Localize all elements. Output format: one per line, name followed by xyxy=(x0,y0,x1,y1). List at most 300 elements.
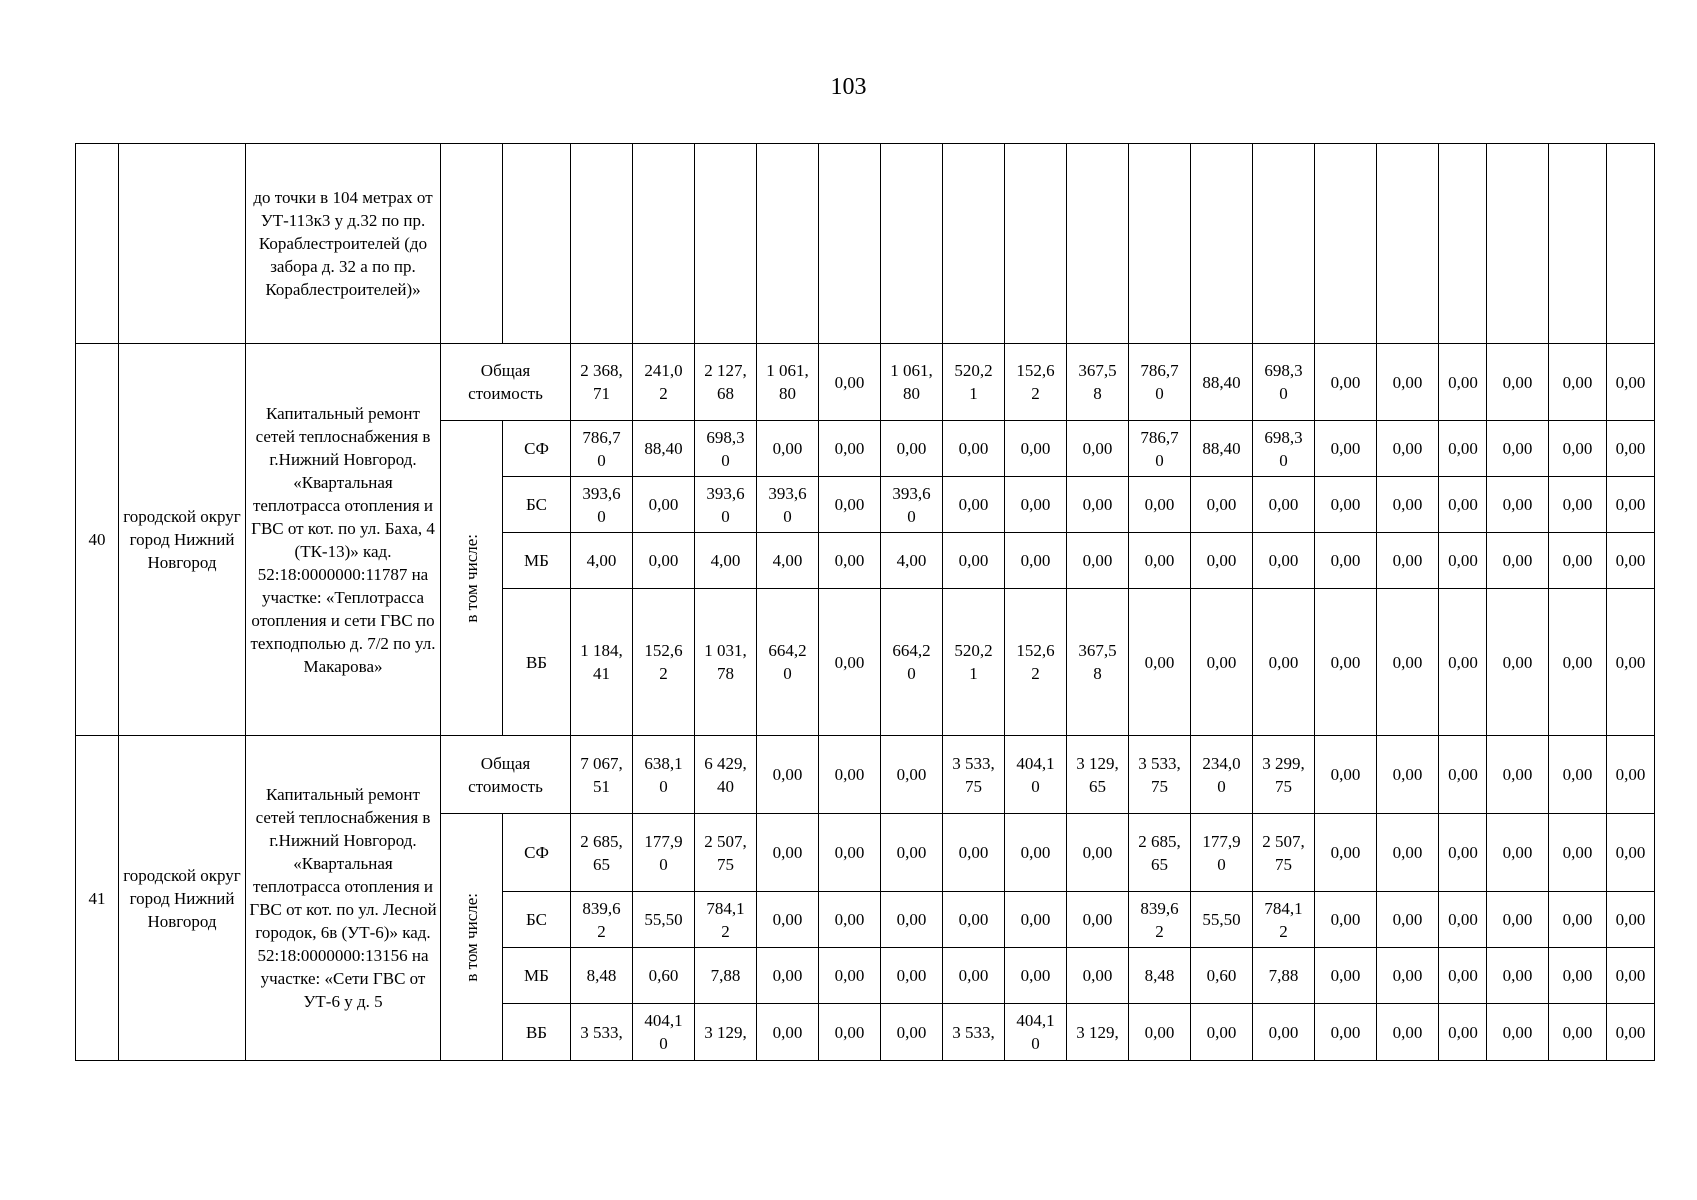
value-text: 0,00 xyxy=(834,495,865,514)
total-cost-label: Общая стоимость xyxy=(441,736,571,814)
row-number-cell xyxy=(76,144,119,344)
value-cell xyxy=(1377,589,1439,736)
value-cell xyxy=(1067,892,1129,948)
value-cell xyxy=(571,477,633,533)
value-cell xyxy=(1253,814,1315,892)
value-text: 0,00 xyxy=(1144,652,1175,672)
value-cell xyxy=(1067,344,1129,421)
value-cell xyxy=(695,736,757,814)
value-cell xyxy=(943,477,1005,533)
value-text: 0,00 xyxy=(958,495,989,514)
value-cell xyxy=(1439,814,1487,892)
value-cell xyxy=(1549,736,1607,814)
value-text: 0,00 xyxy=(1206,551,1237,570)
project-description: Капитальный ремонт сетей теплоснабжения в г.Нижний Новгород. «Квартальная теплотрасса отопления и ГВС от кот. по ул. Лесной городок, 6в (УТ-6)» кад. 52:18:0000000:13156 на участке: «Сети ГВС от УТ-6 у д. 5 xyxy=(246,736,441,1061)
value-cell xyxy=(1129,589,1191,736)
value-cell xyxy=(1607,144,1655,344)
value-text: 0,00 xyxy=(1502,439,1533,458)
value-text: 3 129, xyxy=(704,1022,747,1042)
value-text: 0,00 xyxy=(896,843,927,862)
value-text: 0,00 xyxy=(1448,372,1478,392)
value-text: 393,60 xyxy=(892,483,931,526)
value-text: 0,00 xyxy=(1502,843,1533,862)
value-text: 0,00 xyxy=(1615,966,1646,985)
value-cell xyxy=(1377,892,1439,948)
value-cell xyxy=(1067,477,1129,533)
value-cell xyxy=(1191,948,1253,1004)
value-cell xyxy=(1253,892,1315,948)
value-cell xyxy=(1315,814,1377,892)
value-text: 0,00 xyxy=(1448,1022,1478,1042)
value-text: 664,20 xyxy=(892,641,931,683)
row-number: 40 xyxy=(76,344,119,736)
value-text: 1 184,41 xyxy=(580,641,623,683)
page-number: 103 xyxy=(830,74,867,100)
value-cell xyxy=(757,477,819,533)
value-text: 234,00 xyxy=(1202,753,1241,796)
value-cell xyxy=(757,421,819,477)
value-cell xyxy=(1487,948,1549,1004)
value-cell xyxy=(943,892,1005,948)
municipality-name: городской округ город Нижний Новгород xyxy=(119,736,246,1061)
value-cell xyxy=(1607,589,1655,736)
municipality-cell xyxy=(119,144,246,344)
value-text: 152,62 xyxy=(1016,361,1055,403)
value-text: 784,12 xyxy=(1264,898,1303,941)
value-text: 2 685,65 xyxy=(580,831,623,874)
value-cell xyxy=(1487,589,1549,736)
value-cell xyxy=(819,589,881,736)
value-text: 0,00 xyxy=(1448,551,1478,570)
value-cell xyxy=(1315,948,1377,1004)
value-cell xyxy=(1067,421,1129,477)
table-row-continuation xyxy=(76,144,1697,344)
value-cell xyxy=(1191,814,1253,892)
value-cell xyxy=(1129,892,1191,948)
value-cell xyxy=(757,589,819,736)
value-cell xyxy=(819,533,881,589)
value-cell xyxy=(943,344,1005,421)
value-cell xyxy=(571,533,633,589)
value-text: 0,00 xyxy=(1082,910,1113,929)
value-cell xyxy=(1315,1004,1377,1061)
value-text: 0,00 xyxy=(1330,843,1361,862)
value-cell xyxy=(819,892,881,948)
value-cell xyxy=(1549,1004,1607,1061)
value-text: 0,00 xyxy=(1562,765,1593,784)
value-cell xyxy=(819,736,881,814)
value-text: 3 533, xyxy=(952,1022,995,1042)
value-cell xyxy=(1129,477,1191,533)
value-cell xyxy=(1191,421,1253,477)
value-cell xyxy=(1315,589,1377,736)
value-text: 3 533, xyxy=(580,1022,623,1042)
value-cell xyxy=(757,736,819,814)
value-cell xyxy=(1129,533,1191,589)
value-text: 0,00 xyxy=(1448,495,1478,514)
value-cell xyxy=(1607,477,1655,533)
source-cell xyxy=(503,144,571,344)
value-text: 393,60 xyxy=(768,483,807,526)
value-cell xyxy=(1191,477,1253,533)
value-text: 0,00 xyxy=(1206,652,1237,672)
value-text: 3 129, xyxy=(1076,1022,1119,1042)
value-cell xyxy=(881,892,943,948)
value-text: 0,00 xyxy=(1562,652,1593,672)
value-text: 0,00 xyxy=(1206,495,1237,514)
value-text: 638,10 xyxy=(644,753,683,796)
value-cell xyxy=(943,589,1005,736)
value-text: 0,00 xyxy=(1082,439,1113,458)
value-cell xyxy=(1377,736,1439,814)
value-text: 664,20 xyxy=(768,641,807,683)
value-cell xyxy=(1607,948,1655,1004)
value-text: 0,00 xyxy=(1502,495,1533,514)
value-cell xyxy=(633,421,695,477)
value-text: 0,00 xyxy=(648,551,679,570)
value-cell xyxy=(1439,533,1487,589)
value-text: 88,40 xyxy=(644,439,683,458)
value-text: 0,00 xyxy=(1020,439,1051,458)
value-text: 0,00 xyxy=(772,966,803,985)
value-text: 0,00 xyxy=(1020,966,1051,985)
value-text: 0,00 xyxy=(772,1022,803,1042)
value-cell xyxy=(1439,736,1487,814)
value-text: 0,00 xyxy=(1330,765,1361,784)
value-cell xyxy=(943,948,1005,1004)
value-cell xyxy=(1315,892,1377,948)
funding-source: МБ xyxy=(503,533,571,589)
value-cell xyxy=(1191,344,1253,421)
value-cell xyxy=(1487,144,1549,344)
value-cell xyxy=(1439,421,1487,477)
value-cell xyxy=(1253,144,1315,344)
value-cell xyxy=(943,1004,1005,1061)
value-cell xyxy=(571,736,633,814)
value-cell xyxy=(1191,1004,1253,1061)
value-cell xyxy=(1439,948,1487,1004)
value-text: 404,10 xyxy=(1016,1011,1055,1053)
value-cell xyxy=(1487,736,1549,814)
value-text: 152,62 xyxy=(1016,641,1055,683)
value-text: 0,00 xyxy=(1562,1022,1593,1042)
value-text: 0,00 xyxy=(1562,439,1593,458)
value-cell xyxy=(757,144,819,344)
municipality-name: городской округ город Нижний Новгород xyxy=(119,344,246,736)
value-cell xyxy=(1067,533,1129,589)
value-text: 0,00 xyxy=(1082,966,1113,985)
value-text: 177,90 xyxy=(1202,831,1241,874)
value-text: 3 533,75 xyxy=(1138,753,1181,796)
value-cell xyxy=(695,948,757,1004)
value-text: 0,00 xyxy=(834,372,865,392)
value-text: 0,00 xyxy=(1392,843,1423,862)
value-text: 0,00 xyxy=(1502,1022,1533,1042)
value-cell xyxy=(943,533,1005,589)
value-cell xyxy=(1191,589,1253,736)
value-text: 367,58 xyxy=(1078,361,1117,403)
value-cell xyxy=(881,421,943,477)
value-cell xyxy=(1377,1004,1439,1061)
value-cell xyxy=(1129,344,1191,421)
value-text: 0,00 xyxy=(896,910,927,929)
value-text: 0,00 xyxy=(1562,551,1593,570)
value-cell xyxy=(695,814,757,892)
funding-source: ВБ xyxy=(503,589,571,736)
value-cell xyxy=(571,814,633,892)
value-cell xyxy=(695,1004,757,1061)
value-text: 4,00 xyxy=(710,551,741,570)
value-cell xyxy=(943,421,1005,477)
value-cell xyxy=(1253,1004,1315,1061)
value-cell xyxy=(819,814,881,892)
value-text: 0,00 xyxy=(1268,652,1299,672)
value-cell xyxy=(1377,533,1439,589)
value-cell xyxy=(1607,736,1655,814)
value-cell xyxy=(571,589,633,736)
value-text: 3 129,65 xyxy=(1076,753,1119,796)
value-cell xyxy=(695,421,757,477)
value-text: 0,00 xyxy=(1082,843,1113,862)
value-text: 241,02 xyxy=(644,361,683,403)
value-text: 0,00 xyxy=(1330,1022,1361,1042)
value-cell xyxy=(1315,144,1377,344)
value-cell xyxy=(695,589,757,736)
value-text: 0,00 xyxy=(1448,652,1478,672)
value-cell xyxy=(1067,589,1129,736)
value-cell xyxy=(1253,533,1315,589)
value-cell xyxy=(1315,421,1377,477)
value-text: 404,10 xyxy=(1016,753,1055,796)
value-cell xyxy=(757,1004,819,1061)
value-text: 177,90 xyxy=(644,831,683,874)
value-cell xyxy=(881,948,943,1004)
value-text: 4,00 xyxy=(586,551,617,570)
value-cell xyxy=(1191,736,1253,814)
value-text: 0,60 xyxy=(1206,966,1237,985)
value-cell xyxy=(1549,144,1607,344)
value-cell xyxy=(1253,948,1315,1004)
value-text: 393,60 xyxy=(706,483,745,526)
value-text: 1 061,80 xyxy=(890,361,933,403)
value-text: 0,00 xyxy=(1615,495,1646,514)
value-text: 7 067,51 xyxy=(580,753,623,796)
value-text: 839,62 xyxy=(582,898,621,941)
value-cell xyxy=(1549,533,1607,589)
value-cell xyxy=(1129,1004,1191,1061)
value-cell xyxy=(1315,533,1377,589)
value-cell xyxy=(1549,421,1607,477)
value-text: 0,00 xyxy=(834,439,865,458)
value-text: 88,40 xyxy=(1202,439,1241,458)
value-text: 2 507,75 xyxy=(704,831,747,874)
value-text: 520,21 xyxy=(954,641,993,683)
value-text: 0,00 xyxy=(896,966,927,985)
value-text: 0,00 xyxy=(1082,551,1113,570)
value-cell xyxy=(1439,144,1487,344)
value-text: 0,00 xyxy=(896,765,927,784)
value-text: 0,00 xyxy=(1448,966,1478,985)
value-cell xyxy=(1005,1004,1067,1061)
value-cell xyxy=(633,814,695,892)
value-cell xyxy=(1191,144,1253,344)
value-cell xyxy=(695,892,757,948)
value-text: 7,88 xyxy=(1268,966,1299,985)
value-cell xyxy=(571,344,633,421)
value-text: 0,00 xyxy=(958,843,989,862)
including-label: в том числе: xyxy=(461,892,481,982)
value-text: 0,00 xyxy=(1448,765,1478,784)
value-cell xyxy=(1005,421,1067,477)
value-cell xyxy=(1005,144,1067,344)
value-cell xyxy=(1005,589,1067,736)
row-number: 41 xyxy=(76,736,119,1061)
value-text: 367,58 xyxy=(1078,641,1117,683)
value-text: 3 299,75 xyxy=(1262,753,1305,796)
value-text: 55,50 xyxy=(1202,910,1241,929)
value-text: 0,00 xyxy=(1330,439,1361,458)
value-text: 0,00 xyxy=(1268,495,1299,514)
value-cell xyxy=(1129,144,1191,344)
value-text: 0,00 xyxy=(1392,966,1423,985)
value-text: 0,00 xyxy=(834,551,865,570)
funding-source: БС xyxy=(503,892,571,948)
value-text: 0,00 xyxy=(1502,551,1533,570)
value-cell xyxy=(1607,1004,1655,1061)
source-cell xyxy=(441,144,503,344)
value-text: 0,00 xyxy=(1562,495,1593,514)
value-text: 0,00 xyxy=(1082,495,1113,514)
value-cell xyxy=(881,736,943,814)
value-cell xyxy=(943,736,1005,814)
value-text: 0,00 xyxy=(1392,910,1423,929)
value-text: 0,00 xyxy=(1502,765,1533,784)
value-text: 0,00 xyxy=(1502,910,1533,929)
value-cell xyxy=(1439,589,1487,736)
value-text: 0,00 xyxy=(958,910,989,929)
value-cell xyxy=(1607,814,1655,892)
value-cell xyxy=(1005,344,1067,421)
value-text: 0,00 xyxy=(1448,843,1478,862)
funding-source: СФ xyxy=(503,814,571,892)
value-text: 698,30 xyxy=(706,427,745,470)
value-cell xyxy=(633,1004,695,1061)
value-cell xyxy=(1129,948,1191,1004)
value-cell xyxy=(1253,477,1315,533)
value-cell xyxy=(881,589,943,736)
value-cell xyxy=(633,144,695,344)
value-text: 0,00 xyxy=(772,843,803,862)
value-text: 393,60 xyxy=(582,483,621,526)
value-text: 0,00 xyxy=(772,765,803,784)
value-text: 0,00 xyxy=(1562,910,1593,929)
value-cell xyxy=(571,948,633,1004)
value-text: 520,21 xyxy=(954,361,993,403)
value-cell xyxy=(1439,344,1487,421)
table-row xyxy=(76,344,1697,421)
value-cell xyxy=(633,477,695,533)
value-cell xyxy=(1067,736,1129,814)
value-cell xyxy=(571,892,633,948)
value-text: 0,00 xyxy=(1448,439,1478,458)
value-cell xyxy=(695,344,757,421)
value-text: 55,50 xyxy=(644,910,683,929)
value-text: 152,62 xyxy=(644,641,683,683)
value-text: 0,00 xyxy=(1144,1022,1175,1042)
value-text: 0,00 xyxy=(834,966,865,985)
value-text: 0,00 xyxy=(1392,551,1423,570)
value-text: 0,00 xyxy=(772,439,803,458)
value-text: 0,00 xyxy=(1562,372,1593,392)
value-cell xyxy=(757,892,819,948)
value-text: 0,00 xyxy=(1448,910,1478,929)
value-cell xyxy=(819,144,881,344)
value-text: 0,00 xyxy=(1020,910,1051,929)
value-cell xyxy=(1005,814,1067,892)
value-cell xyxy=(633,533,695,589)
value-text: 88,40 xyxy=(1202,372,1241,392)
value-text: 0,00 xyxy=(1615,765,1646,784)
funding-table xyxy=(75,143,1697,1061)
value-cell xyxy=(1067,948,1129,1004)
value-cell xyxy=(1487,477,1549,533)
value-cell xyxy=(1377,144,1439,344)
value-cell xyxy=(1549,892,1607,948)
value-cell xyxy=(695,144,757,344)
value-text: 0,00 xyxy=(1144,495,1175,514)
value-text: 784,12 xyxy=(706,898,745,941)
value-cell xyxy=(943,144,1005,344)
value-text: 3 533,75 xyxy=(952,753,995,796)
value-cell xyxy=(1253,344,1315,421)
value-text: 0,00 xyxy=(1020,843,1051,862)
value-text: 0,60 xyxy=(648,966,679,985)
value-text: 8,48 xyxy=(1144,966,1175,985)
value-cell xyxy=(819,421,881,477)
value-text: 0,00 xyxy=(1392,1022,1423,1042)
funding-source: СФ xyxy=(503,421,571,477)
value-text: 4,00 xyxy=(772,551,803,570)
value-cell xyxy=(757,533,819,589)
value-cell xyxy=(1607,344,1655,421)
value-text: 0,00 xyxy=(1330,495,1361,514)
value-cell xyxy=(1377,421,1439,477)
value-cell xyxy=(1315,477,1377,533)
value-cell xyxy=(757,948,819,1004)
value-cell xyxy=(1005,736,1067,814)
value-cell xyxy=(571,421,633,477)
value-text: 0,00 xyxy=(1392,372,1423,392)
value-cell xyxy=(1607,421,1655,477)
value-cell xyxy=(1549,589,1607,736)
value-cell xyxy=(1439,477,1487,533)
value-text: 0,00 xyxy=(1330,966,1361,985)
value-text: 1 031,78 xyxy=(704,641,747,683)
value-cell xyxy=(633,736,695,814)
value-cell xyxy=(1005,892,1067,948)
value-text: 8,48 xyxy=(586,966,617,985)
value-cell xyxy=(633,892,695,948)
value-text: 786,70 xyxy=(1140,361,1179,403)
value-text: 2 127,68 xyxy=(704,361,747,403)
value-cell xyxy=(1005,533,1067,589)
value-text: 0,00 xyxy=(1392,765,1423,784)
value-cell xyxy=(1487,1004,1549,1061)
value-text: 0,00 xyxy=(1330,652,1361,672)
including-label: в том числе: xyxy=(461,533,481,623)
value-cell xyxy=(1377,477,1439,533)
value-text: 0,00 xyxy=(1268,551,1299,570)
